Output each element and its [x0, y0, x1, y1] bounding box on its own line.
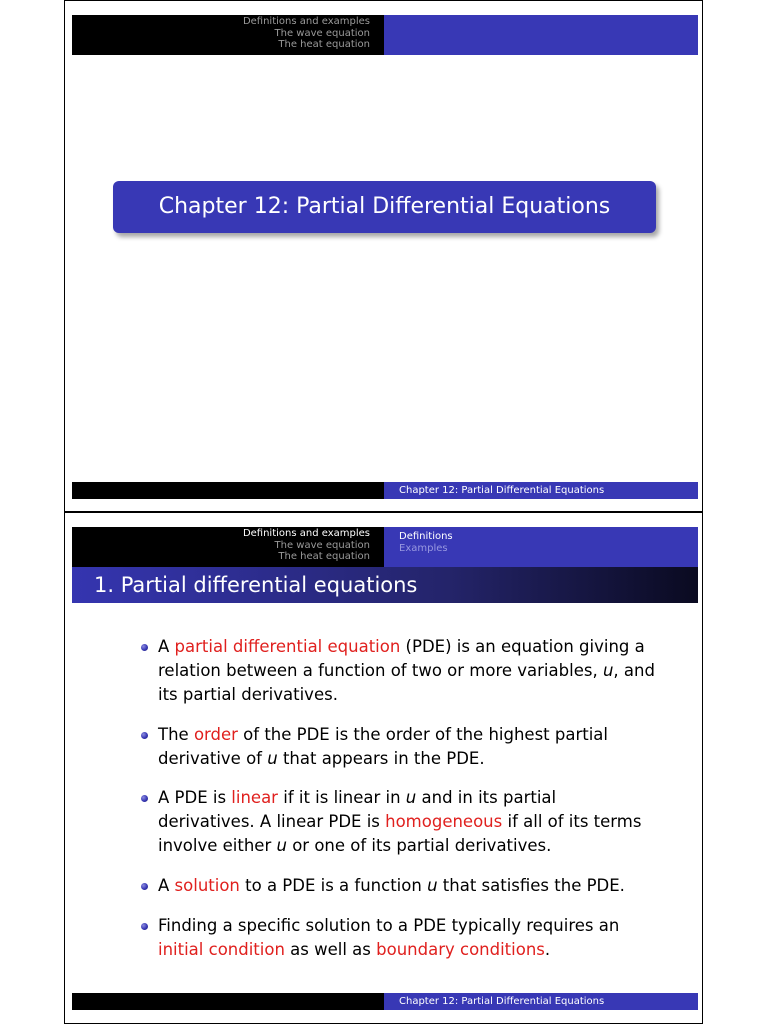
text: if all of its terms involve either: [158, 812, 642, 855]
footer: [72, 482, 698, 499]
list-item-linear: [138, 786, 658, 858]
variable-u: u: [405, 788, 417, 807]
frame-title: 1. Partial differential equations: [72, 567, 698, 603]
variable-u: u: [267, 748, 278, 768]
term-partial-differential-equation: partial differential equation: [174, 637, 401, 656]
text: The: [158, 724, 194, 744]
text: A: [158, 876, 175, 895]
subsection-navigation: [384, 527, 698, 567]
variable-u: u: [427, 876, 438, 895]
term-order: order: [193, 724, 238, 744]
slide-title-page: [64, 0, 703, 512]
list-item-solution: [138, 874, 658, 898]
bullet-icon: [141, 795, 148, 802]
nav-subsection-definitions[interactable]: Definitions: [399, 531, 453, 542]
text: A PDE is: [158, 788, 232, 807]
text: if it is linear in: [277, 788, 406, 807]
text: .: [544, 939, 551, 959]
chapter-title: Chapter 12: Partial Differential Equations: [113, 181, 656, 233]
text: that satisfies the PDE.: [437, 876, 625, 895]
list-item-conditions: [138, 914, 658, 962]
text: A: [158, 637, 175, 656]
bullet-icon: [141, 644, 148, 651]
term-solution: solution: [174, 876, 240, 895]
term-initial-condition: initial condition: [158, 939, 285, 959]
nav-section-definitions[interactable]: Definitions and examples: [242, 16, 370, 27]
bullet-icon: [141, 883, 148, 890]
nav-section-wave-equation[interactable]: The wave equation: [274, 539, 370, 551]
nav-section-wave-equation[interactable]: The wave equation: [274, 27, 370, 39]
footer-left-bar: [72, 482, 384, 499]
definition-list: [138, 635, 658, 977]
text: of the PDE is the order of the highest partial derivative of: [158, 724, 608, 768]
nav-subsection-examples[interactable]: Examples: [399, 542, 448, 554]
term-homogeneous: homogeneous: [385, 812, 503, 831]
slide-definitions: [64, 512, 703, 1024]
footer-title: Chapter 12: Partial Differential Equations: [384, 993, 698, 1010]
nav-section-heat-equation[interactable]: The heat equation: [278, 39, 370, 50]
text: to a PDE is a function: [239, 876, 428, 895]
text: , and its partial derivatives.: [158, 661, 655, 704]
variable-u: u: [602, 661, 614, 680]
text: that appears in the PDE.: [277, 748, 485, 768]
footer-title: Chapter 12: Partial Differential Equations: [384, 482, 698, 499]
footer: [72, 993, 698, 1010]
footer-left-bar: [72, 993, 384, 1010]
term-boundary-conditions: boundary conditions: [376, 939, 545, 959]
text: Finding a specific solution to a PDE typically requires an: [158, 915, 620, 935]
section-navigation: [72, 527, 384, 567]
bullet-icon: [141, 923, 148, 930]
text: and in its partial derivatives. A linear PDE is: [158, 788, 557, 831]
list-item-order: [138, 723, 658, 771]
text: as well as: [284, 939, 377, 959]
term-linear: linear: [231, 788, 278, 807]
list-item-pde: [138, 635, 658, 707]
text: or one of its partial derivatives.: [286, 836, 552, 855]
variable-u: u: [276, 836, 287, 855]
header-navigation: [72, 527, 698, 567]
bullet-icon: [141, 732, 148, 739]
section-navigation: [72, 15, 384, 55]
nav-section-heat-equation[interactable]: The heat equation: [278, 551, 370, 562]
subsection-navigation: [384, 15, 698, 55]
text: (PDE) is an equation giving a relation between a function of two or more variables,: [158, 637, 645, 680]
header-navigation: [72, 15, 698, 55]
nav-section-definitions[interactable]: Definitions and examples: [242, 528, 370, 539]
